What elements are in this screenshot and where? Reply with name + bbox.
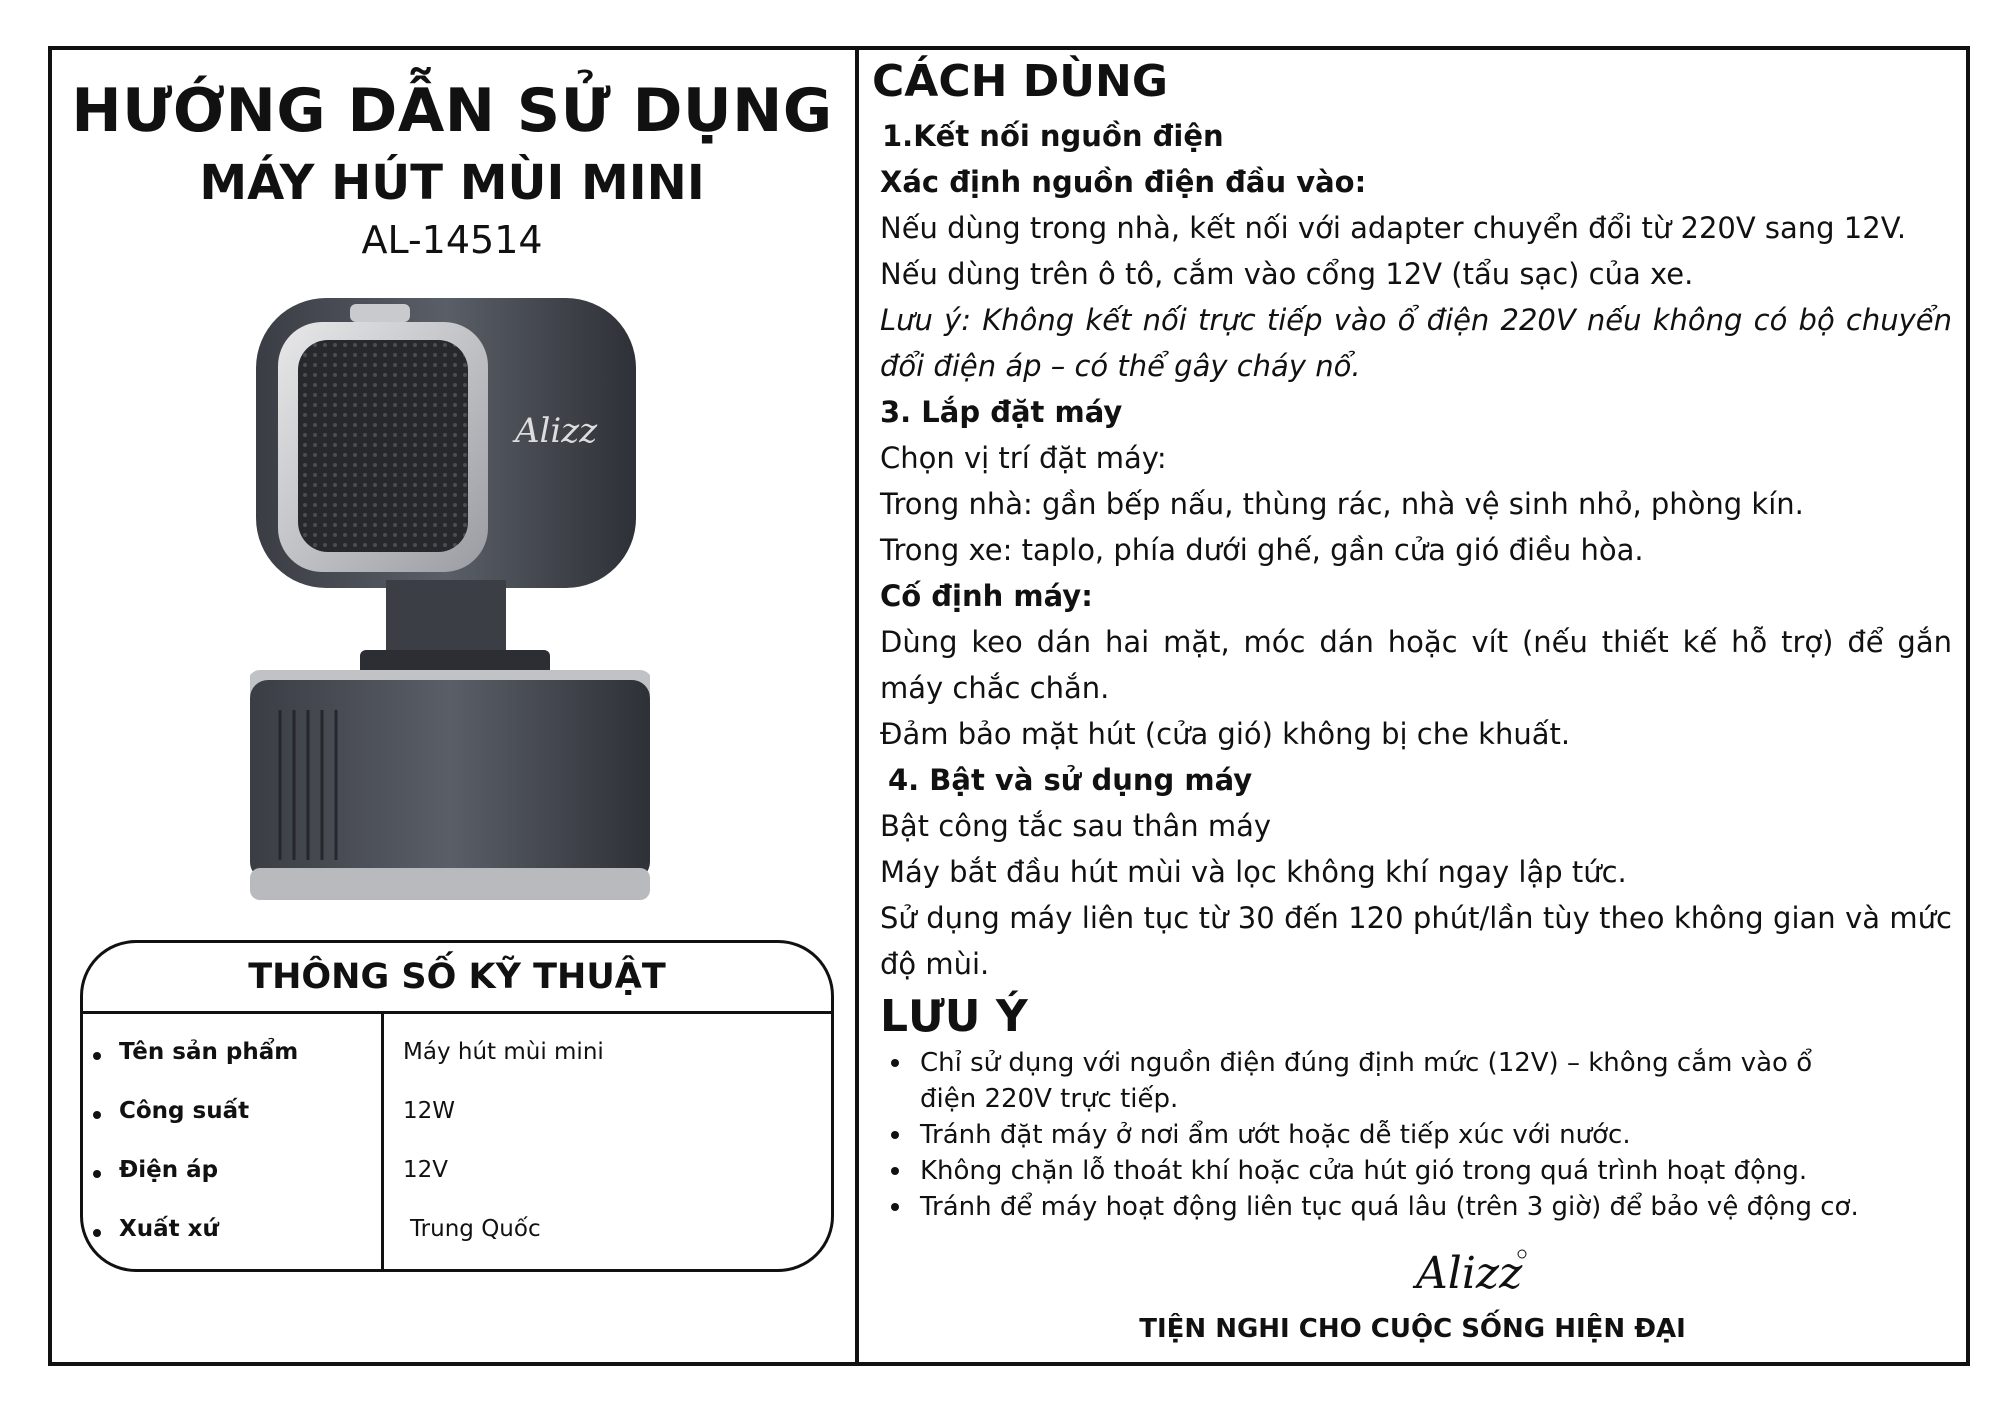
section-1-subtitle: Xác định nguồn điện đầu vào:	[880, 165, 1367, 199]
notes-list	[882, 1045, 1862, 1225]
section-1-warning: Lưu ý: Không kết nối trực tiếp vào ổ điện 220V nếu không có bộ chuyển đổi điện áp – có thể gây cháy nổ.	[880, 303, 1952, 383]
section-1-title: 1.Kết nối nguồn điện	[882, 119, 1224, 153]
brand-slogan: TIỆN NGHI CHO CUỘC SỐNG HIỆN ĐẠI	[1139, 1314, 1686, 1344]
spec-label: Tên sản phẩm	[119, 1039, 299, 1065]
bullet-icon	[93, 1229, 101, 1237]
spec-value: 12W	[403, 1098, 456, 1124]
note-item: Tránh để máy hoạt động liên tục quá lâu (trên 3 giờ) để bảo vệ động cơ.	[882, 1189, 1862, 1225]
spec-label: Công suất	[119, 1098, 250, 1124]
section-4-line: Máy bắt đầu hút mùi và lọc không khí ngay lập tức.	[880, 855, 1627, 889]
manual-title: HƯỚNG DẪN SỬ DỤNG	[71, 76, 833, 146]
section-4-line: Sử dụng máy liên tục từ 30 đến 120 phút/lần tùy theo không gian và mức độ mùi.	[880, 901, 1952, 981]
section-3-line: Đảm bảo mặt hút (cửa gió) không bị che khuất.	[880, 717, 1571, 751]
product-logo: Alizz	[515, 411, 598, 451]
note-item: Chỉ sử dụng với nguồn điện đúng định mức (12V) – không cắm vào ổ điện 220V trực tiếp.	[882, 1045, 1840, 1117]
spec-label: Xuất xứ	[119, 1216, 219, 1242]
section-3-line: Dùng keo dán hai mặt, móc dán hoặc vít (nếu thiết kế hỗ trợ) để gắn máy chắc chắn.	[880, 625, 1952, 705]
note-item: Không chặn lỗ thoát khí hoặc cửa hút gió trong quá trình hoạt động.	[882, 1153, 1862, 1189]
instructions-column	[870, 56, 1960, 1225]
brand-logo-text: Alizz	[1416, 1248, 1523, 1299]
product-image	[250, 290, 650, 900]
specs-table	[80, 940, 834, 1272]
spec-value: 12V	[403, 1157, 449, 1183]
section-3-line: Chọn vị trí đặt máy:	[880, 441, 1167, 475]
spec-value: Trung Quốc	[410, 1216, 541, 1242]
bullet-icon	[93, 1170, 101, 1178]
bullet-icon	[93, 1052, 101, 1060]
spec-row	[83, 1157, 831, 1197]
section-3-line: Trong xe: taplo, phía dưới ghế, gần cửa gió điều hòa.	[880, 533, 1644, 567]
note-item: Tránh đặt máy ở nơi ẩm ướt hoặc dễ tiếp xúc với nước.	[882, 1117, 1862, 1153]
specs-header-rule	[83, 1011, 831, 1014]
spec-row	[83, 1098, 831, 1138]
notes-title: LƯU Ý	[880, 991, 1028, 1042]
section-1-line: Nếu dùng trong nhà, kết nối với adapter chuyển đổi từ 220V sang 12V.	[880, 211, 1907, 245]
specs-title: THÔNG SỐ KỸ THUẬT	[248, 957, 666, 997]
section-4-line: Bật công tắc sau thân máy	[880, 809, 1272, 843]
spec-row	[83, 1216, 831, 1256]
column-divider	[855, 46, 859, 1366]
brand-logo	[1410, 1232, 1530, 1302]
model-number: AL-14514	[361, 218, 543, 262]
section-3-line: Trong nhà: gần bếp nấu, thùng rác, nhà vệ sinh nhỏ, phòng kín.	[880, 487, 1804, 521]
section-1-line: Nếu dùng trên ô tô, cắm vào cổng 12V (tẩu sạc) của xe.	[880, 257, 1694, 291]
section-3-subtitle: Cố định máy:	[880, 579, 1093, 613]
product-title: MÁY HÚT MÙI MINI	[199, 155, 705, 211]
spec-value: Máy hút mùi mini	[403, 1039, 604, 1065]
section-4-title: 4. Bật và sử dụng máy	[888, 763, 1253, 797]
spec-label: Điện áp	[119, 1157, 219, 1183]
bullet-icon	[93, 1111, 101, 1119]
spec-row	[83, 1039, 831, 1079]
section-3-title: 3. Lắp đặt máy	[880, 395, 1123, 429]
usage-title: CÁCH DÙNG	[872, 56, 1168, 107]
